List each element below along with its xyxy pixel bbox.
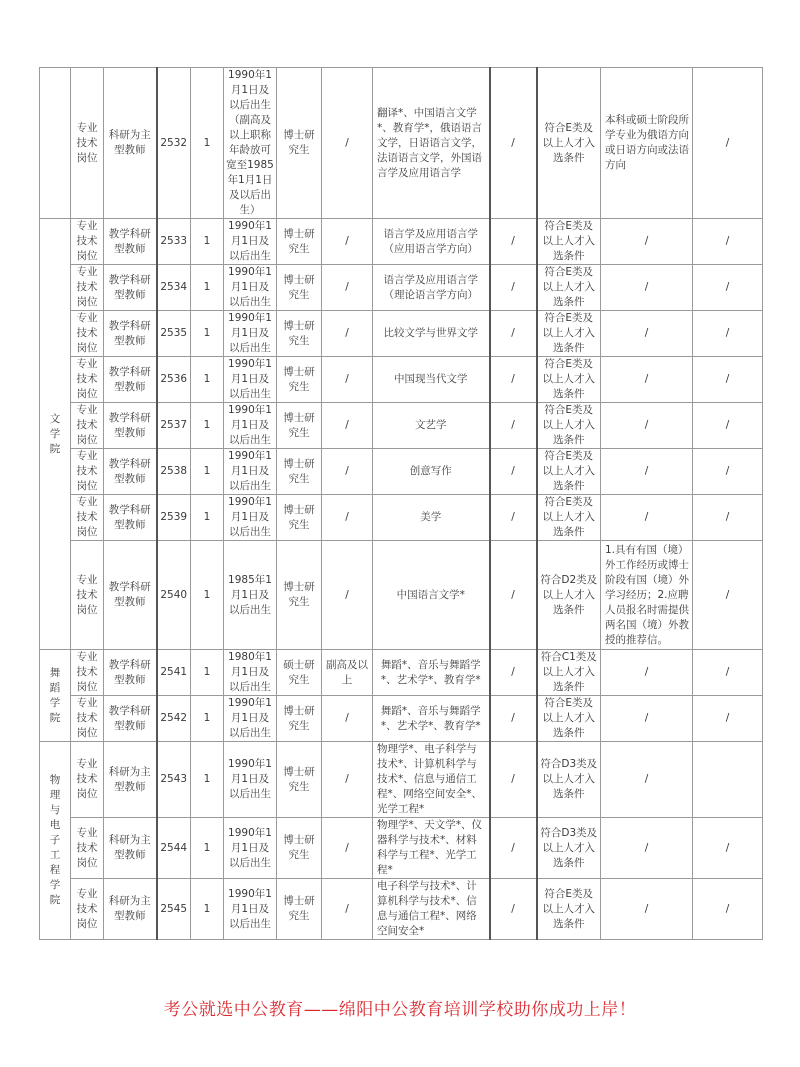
table-body	[40, 68, 763, 940]
major-cell: 舞蹈*、音乐与舞蹈学*、艺术学*、教育学*	[373, 650, 490, 696]
table-row	[40, 311, 763, 357]
table-row	[40, 219, 763, 265]
req-cell: /	[601, 742, 693, 818]
age-cell: 1990年1月1日及以后出生	[224, 219, 277, 265]
note-cell: /	[693, 541, 763, 650]
age-cell: 1980年1月1日及以后出生	[224, 650, 277, 696]
other-cell: /	[490, 495, 537, 541]
major-cell: 创意写作	[373, 449, 490, 495]
req-cell: /	[601, 879, 693, 940]
age-cell: 1990年1月1日及以后出生	[224, 742, 277, 818]
age-cell: 1990年1月1日及以后出生	[224, 495, 277, 541]
type-cell: 专业技术岗位	[71, 742, 104, 818]
type-cell: 专业技术岗位	[71, 541, 104, 650]
major-cell: 美学	[373, 495, 490, 541]
age-cell: 1990年1月1日及以后出生	[224, 696, 277, 742]
code-cell: 2538	[157, 449, 191, 495]
req-cell: /	[601, 495, 693, 541]
major-cell: 比较文学与世界文学	[373, 311, 490, 357]
count-cell: 1	[191, 541, 224, 650]
title-cell: /	[322, 696, 373, 742]
age-cell: 1990年1月1日及以后出生	[224, 357, 277, 403]
req-cell: /	[601, 357, 693, 403]
count-cell: 1	[191, 403, 224, 449]
dept-cell: 舞蹈学院	[40, 650, 71, 742]
title-cell: /	[322, 219, 373, 265]
name-cell: 教学科研型教师	[104, 357, 157, 403]
table-row	[40, 818, 763, 879]
talent-cell: 符合E类及以上人才入选条件	[537, 879, 601, 940]
edu-cell: 博士研究生	[277, 68, 322, 219]
edu-cell: 博士研究生	[277, 742, 322, 818]
other-cell: /	[490, 541, 537, 650]
title-cell: /	[322, 449, 373, 495]
req-cell: /	[601, 650, 693, 696]
count-cell: 1	[191, 818, 224, 879]
title-cell: /	[322, 541, 373, 650]
talent-cell: 符合D3类及以上人才入选条件	[537, 818, 601, 879]
recruitment-table	[39, 67, 763, 940]
note-cell: /	[693, 265, 763, 311]
name-cell: 教学科研型教师	[104, 541, 157, 650]
type-cell: 专业技术岗位	[71, 265, 104, 311]
other-cell: /	[490, 818, 537, 879]
count-cell: 1	[191, 311, 224, 357]
note-cell: /	[693, 68, 763, 219]
other-cell: /	[490, 265, 537, 311]
talent-cell: 符合E类及以上人才入选条件	[537, 68, 601, 219]
name-cell: 教学科研型教师	[104, 219, 157, 265]
type-cell: 专业技术岗位	[71, 696, 104, 742]
name-cell: 科研为主型教师	[104, 879, 157, 940]
age-cell: 1990年1月1日及以后出生	[224, 403, 277, 449]
edu-cell: 博士研究生	[277, 818, 322, 879]
code-cell: 2532	[157, 68, 191, 219]
count-cell: 1	[191, 495, 224, 541]
table-row	[40, 265, 763, 311]
code-cell: 2543	[157, 742, 191, 818]
talent-cell: 符合E类及以上人才入选条件	[537, 696, 601, 742]
table-row	[40, 879, 763, 940]
major-cell: 语言学及应用语言学（应用语言学方向）	[373, 219, 490, 265]
other-cell: /	[490, 403, 537, 449]
talent-cell: 符合E类及以上人才入选条件	[537, 265, 601, 311]
talent-cell: 符合E类及以上人才入选条件	[537, 357, 601, 403]
code-cell: 2537	[157, 403, 191, 449]
edu-cell: 博士研究生	[277, 541, 322, 650]
title-cell: /	[322, 818, 373, 879]
age-cell: 1990年1月1日及以后出生	[224, 265, 277, 311]
type-cell: 专业技术岗位	[71, 403, 104, 449]
note-cell: /	[693, 879, 763, 940]
major-cell: 物理学*、电子科学与技术*、计算机科学与技术*、信息与通信工程*、网络空间安全*、光学工程*	[373, 742, 490, 818]
note-cell: /	[693, 403, 763, 449]
code-cell: 2539	[157, 495, 191, 541]
name-cell: 教学科研型教师	[104, 696, 157, 742]
major-cell: 中国现当代文学	[373, 357, 490, 403]
req-cell: /	[601, 311, 693, 357]
age-cell: 1990年1月1日及以后出生（副高及以上职称年龄放可宽至1985年1月1日及以后出生）	[224, 68, 277, 219]
name-cell: 教学科研型教师	[104, 265, 157, 311]
type-cell: 专业技术岗位	[71, 68, 104, 219]
other-cell: /	[490, 650, 537, 696]
other-cell: /	[490, 879, 537, 940]
type-cell: 专业技术岗位	[71, 879, 104, 940]
major-cell: 语言学及应用语言学（理论语言学方向）	[373, 265, 490, 311]
type-cell: 专业技术岗位	[71, 311, 104, 357]
req-cell: /	[601, 818, 693, 879]
title-cell: /	[322, 265, 373, 311]
title-cell: 副高及以上	[322, 650, 373, 696]
table-row	[40, 403, 763, 449]
table-row	[40, 742, 763, 818]
code-cell: 2540	[157, 541, 191, 650]
talent-cell: 符合E类及以上人才入选条件	[537, 403, 601, 449]
talent-cell: 符合E类及以上人才入选条件	[537, 449, 601, 495]
count-cell: 1	[191, 696, 224, 742]
note-cell: /	[693, 449, 763, 495]
table-row	[40, 449, 763, 495]
major-cell: 文艺学	[373, 403, 490, 449]
type-cell: 专业技术岗位	[71, 818, 104, 879]
count-cell: 1	[191, 742, 224, 818]
note-cell: /	[693, 696, 763, 742]
count-cell: 1	[191, 357, 224, 403]
other-cell: /	[490, 68, 537, 219]
table-row	[40, 68, 763, 219]
req-cell: /	[601, 449, 693, 495]
code-cell: 2544	[157, 818, 191, 879]
note-cell: /	[693, 311, 763, 357]
age-cell: 1990年1月1日及以后出生	[224, 818, 277, 879]
edu-cell: 博士研究生	[277, 495, 322, 541]
type-cell: 专业技术岗位	[71, 449, 104, 495]
count-cell: 1	[191, 68, 224, 219]
other-cell: /	[490, 449, 537, 495]
code-cell: 2541	[157, 650, 191, 696]
title-cell: /	[322, 403, 373, 449]
type-cell: 专业技术岗位	[71, 219, 104, 265]
dept-cell	[40, 68, 71, 219]
count-cell: 1	[191, 650, 224, 696]
note-cell: /	[693, 219, 763, 265]
edu-cell: 博士研究生	[277, 265, 322, 311]
code-cell: 2533	[157, 219, 191, 265]
talent-cell: 符合E类及以上人才入选条件	[537, 311, 601, 357]
major-cell: 舞蹈*、音乐与舞蹈学*、艺术学*、教育学*	[373, 696, 490, 742]
other-cell: /	[490, 742, 537, 818]
edu-cell: 博士研究生	[277, 696, 322, 742]
edu-cell: 博士研究生	[277, 219, 322, 265]
code-cell: 2535	[157, 311, 191, 357]
note-cell: /	[693, 357, 763, 403]
age-cell: 1990年1月1日及以后出生	[224, 879, 277, 940]
name-cell: 科研为主型教师	[104, 818, 157, 879]
note-cell: /	[693, 495, 763, 541]
age-cell: 1990年1月1日及以后出生	[224, 311, 277, 357]
footer-slogan: 考公就选中公教育——绵阳中公教育培训学校助你成功上岸！	[163, 1000, 637, 1020]
name-cell: 科研为主型教师	[104, 68, 157, 219]
name-cell: 教学科研型教师	[104, 403, 157, 449]
table-row	[40, 541, 763, 650]
table-row	[40, 650, 763, 696]
talent-cell: 符合C1类及以上人才入选条件	[537, 650, 601, 696]
talent-cell: 符合D2类及以上人才入选条件	[537, 541, 601, 650]
edu-cell: 硕士研究生	[277, 650, 322, 696]
dept-cell: 物理与电子工程学院	[40, 742, 71, 940]
title-cell: /	[322, 742, 373, 818]
title-cell: /	[322, 495, 373, 541]
count-cell: 1	[191, 219, 224, 265]
major-cell: 翻译*、中国语言文学*、教育学*，俄语语言文学，日语语言文学，法语语言文学，外国语言学及应用语言学	[373, 68, 490, 219]
age-cell: 1990年1月1日及以后出生	[224, 449, 277, 495]
dept-cell: 文学院	[40, 219, 71, 650]
major-cell: 物理学*、天文学*、仪器科学与技术*、材料科学与工程*、光学工程*	[373, 818, 490, 879]
name-cell: 教学科研型教师	[104, 650, 157, 696]
table-row	[40, 357, 763, 403]
title-cell: /	[322, 311, 373, 357]
note-cell: /	[693, 650, 763, 696]
code-cell: 2536	[157, 357, 191, 403]
table-row	[40, 696, 763, 742]
table-row	[40, 495, 763, 541]
name-cell: 科研为主型教师	[104, 742, 157, 818]
major-cell: 中国语言文学*	[373, 541, 490, 650]
req-cell: /	[601, 403, 693, 449]
major-cell: 电子科学与技术*、计算机科学与技术*、信息与通信工程*、网络空间安全*	[373, 879, 490, 940]
count-cell: 1	[191, 879, 224, 940]
talent-cell: 符合E类及以上人才入选条件	[537, 219, 601, 265]
age-cell: 1985年1月1日及以后出生	[224, 541, 277, 650]
edu-cell: 博士研究生	[277, 403, 322, 449]
type-cell: 专业技术岗位	[71, 650, 104, 696]
edu-cell: 博士研究生	[277, 449, 322, 495]
type-cell: 专业技术岗位	[71, 357, 104, 403]
req-cell: /	[601, 696, 693, 742]
req-cell: 1.具有有国（境）外工作经历或博士阶段有国（境）外学习经历；2.应聘人员报名时需提供两名国（境）外教授的推荐信。	[601, 541, 693, 650]
code-cell: 2545	[157, 879, 191, 940]
count-cell: 1	[191, 265, 224, 311]
edu-cell: 博士研究生	[277, 311, 322, 357]
other-cell: /	[490, 311, 537, 357]
other-cell: /	[490, 696, 537, 742]
edu-cell: 博士研究生	[277, 357, 322, 403]
name-cell: 教学科研型教师	[104, 495, 157, 541]
type-cell: 专业技术岗位	[71, 495, 104, 541]
note-cell: /	[693, 818, 763, 879]
title-cell: /	[322, 879, 373, 940]
title-cell: /	[322, 68, 373, 219]
note-cell	[693, 742, 763, 818]
code-cell: 2542	[157, 696, 191, 742]
req-cell: /	[601, 219, 693, 265]
title-cell: /	[322, 357, 373, 403]
talent-cell: 符合D3类及以上人才入选条件	[537, 742, 601, 818]
edu-cell: 博士研究生	[277, 879, 322, 940]
other-cell: /	[490, 219, 537, 265]
name-cell: 教学科研型教师	[104, 311, 157, 357]
code-cell: 2534	[157, 265, 191, 311]
req-cell: 本科或硕士阶段所学专业为俄语方向或日语方向或法语方向	[601, 68, 693, 219]
count-cell: 1	[191, 449, 224, 495]
req-cell: /	[601, 265, 693, 311]
other-cell: /	[490, 357, 537, 403]
name-cell: 教学科研型教师	[104, 449, 157, 495]
talent-cell: 符合E类及以上人才入选条件	[537, 495, 601, 541]
